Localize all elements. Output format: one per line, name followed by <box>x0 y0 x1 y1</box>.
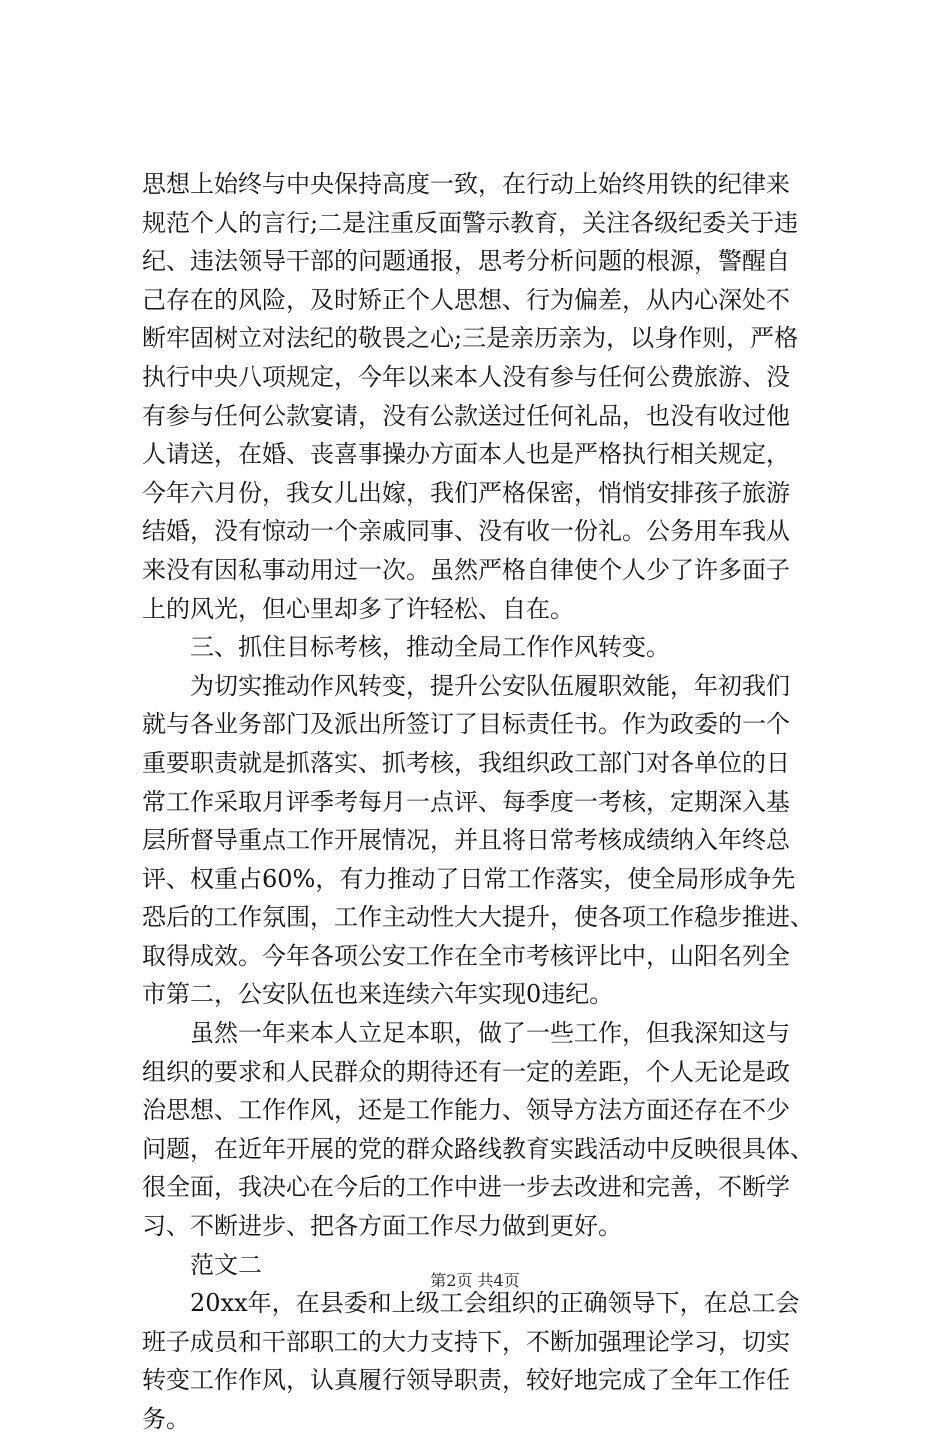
text-line: 规范个人的言行;二是注重反面警示教育，关注各级纪委关于违 <box>142 208 799 237</box>
text-line: 常工作采取月评季考每月一点评、每季度一考核，定期深入基 <box>142 787 790 816</box>
text-line: 问题，在近年开展的党的群众路线教育实践活动中反映很具体、 <box>142 1134 814 1163</box>
text-line: 人请送，在婚、丧喜事操办方面本人也是严格执行相关规定， <box>142 440 790 469</box>
text-line: 层所督导重点工作开展情况，并且将日常考核成绩纳入年终总 <box>142 826 790 855</box>
document-body <box>142 165 832 1439</box>
text-line: 评、权重占60%，有力推动了日常工作落实，使全局形成争先 <box>142 864 796 893</box>
text-line: 就与各业务部门及派出所签订了目标责任书。作为政委的一个 <box>142 710 790 739</box>
text-line: 治思想、工作作风，还是工作能力、领导方法方面还存在不少 <box>142 1096 790 1125</box>
text-line: 己存在的风险，及时矫正个人思想、行为偏差，从内心深处不 <box>142 285 790 314</box>
text-line: 有参与任何公款宴请，没有公款送过任何礼品，也没有收过他 <box>142 401 790 430</box>
section-heading: 三、抓住目标考核，推动全局工作作风转变。 <box>142 633 670 662</box>
page-footer <box>0 1271 950 1291</box>
text-line: 为切实推动作风转变，提升公安队伍履职效能，年初我们 <box>142 671 790 700</box>
text-line: 来没有因私事动用过一次。虽然严格自律使个人少了许多面子 <box>142 555 790 584</box>
text-line: 执行中央八项规定，今年以来本人没有参与任何公费旅游、没 <box>142 362 790 391</box>
text-line: 思想上始终与中央保持高度一致，在行动上始终用铁的纪律来 <box>142 170 790 198</box>
text-line: 务。 <box>142 1405 190 1433</box>
text-line: 纪、违法领导干部的问题通报，思考分析问题的根源，警醒自 <box>142 247 790 276</box>
text-line: 习、不断进步、把各方面工作尽力做到更好。 <box>142 1212 622 1241</box>
page-number: 第2页 共4页 <box>430 1271 520 1290</box>
text-line: 取得成效。今年各项公安工作在全市考核评比中，山阳名列全 <box>142 941 790 970</box>
section-heading: 范文二 <box>142 1250 262 1279</box>
text-line: 虽然一年来本人立足本职，做了一些工作，但我深知这与 <box>142 1019 790 1048</box>
text-line: 20xx年，在县委和上级工会组织的正确领导下，在总工会 <box>142 1289 800 1318</box>
text-line: 结婚，没有惊动一个亲戚同事、没有收一份礼。公务用车我从 <box>142 517 790 546</box>
text-line: 市第二，公安队伍也来连续六年实现0违纪。 <box>142 980 614 1009</box>
text-line: 很全面，我决心在今后的工作中进一步去改进和完善，不断学 <box>142 1173 790 1202</box>
text-line: 转变工作作风，认真履行领导职责，较好地完成了全年工作任 <box>142 1366 790 1395</box>
text-line: 上的风光，但心里却多了许轻松、自在。 <box>142 594 574 623</box>
text-line: 断牢固树立对法纪的敬畏之心;三是亲历亲为，以身作则，严格 <box>142 324 799 353</box>
text-line: 班子成员和干部职工的大力支持下，不断加强理论学习，切实 <box>142 1327 790 1356</box>
text-line: 组织的要求和人民群众的期待还有一定的差距，个人无论是政 <box>142 1057 790 1086</box>
text-line: 重要职责就是抓落实、抓考核，我组织政工部门对各单位的日 <box>142 748 790 777</box>
text-line: 今年六月份，我女儿出嫁，我们严格保密，悄悄安排孩子旅游 <box>142 478 790 507</box>
text-line: 恐后的工作氛围，工作主动性大大提升，使各项工作稳步推进、 <box>142 903 814 932</box>
